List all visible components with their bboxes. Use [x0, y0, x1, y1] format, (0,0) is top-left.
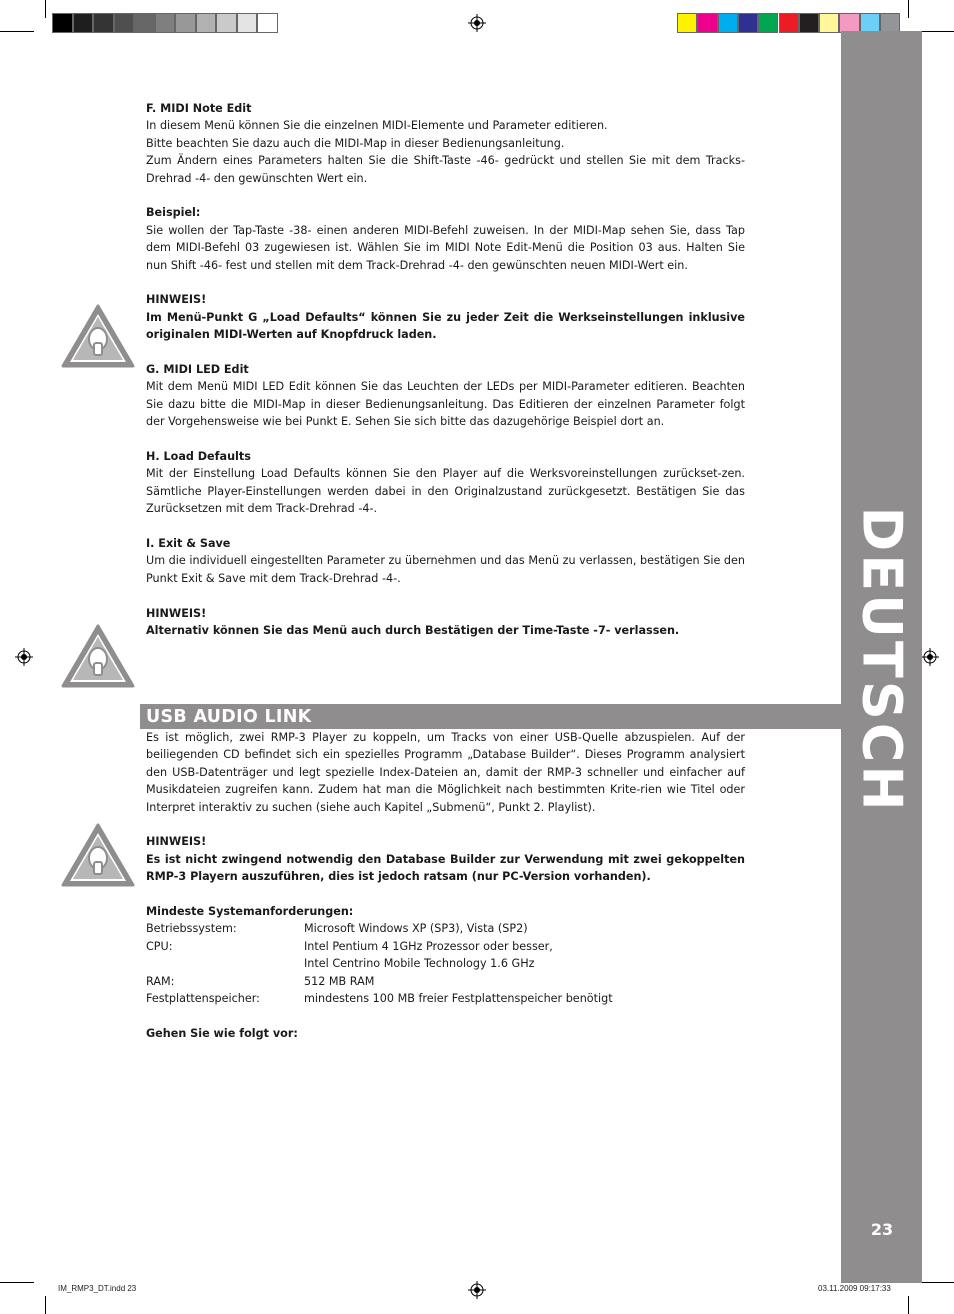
color-swatch	[155, 13, 176, 33]
requirement-row	[146, 990, 745, 1007]
registration-mark-icon	[468, 1281, 486, 1299]
color-swatch	[677, 13, 697, 33]
color-swatch	[73, 13, 94, 33]
color-swatch	[697, 13, 717, 33]
requirement-value: Intel Pentium 4 1GHz Prozessor oder besser,	[304, 939, 553, 953]
side-language-title	[841, 506, 922, 814]
color-swatch	[52, 13, 73, 33]
paragraph: Mit der Einstellung Load Defaults können Sie den Player auf die Werksvoreinstellungen zurückset-zen. Sämtliche Player-Einstellungen werden dabei in den Originalzustand zurückgesetzt. Bestätigen Sie das Zurücksetzen mit dem Track-Drehrad -4-.	[146, 467, 745, 516]
color-swatch	[134, 13, 155, 33]
section-heading-load-defaults: H. Load Defaults	[146, 450, 251, 464]
paragraph: Mit dem Menü MIDI LED Edit können Sie das Leuchten der LEDs per MIDI-Parameter editieren. Beachten Sie dazu bitte die MIDI-Map in dieser Bedienungsanleitung. Das Editieren der einzelnen Parameter folgt der Vorgehensweise wie bei Punkt E. Sehen Sie sich bitte das dazugehörige Beispiel dort an.	[146, 380, 745, 429]
page-number: 23	[870, 1220, 894, 1239]
paragraph: Um die individuell eingestellten Parameter zu übernehmen und das Menü zu verlassen, bestätigen Sie den Punkt Exit & Save mit dem Track-Drehrad -4-.	[146, 554, 745, 585]
registration-mark-icon	[921, 648, 939, 666]
requirement-value: Intel Centrino Mobile Technology 1.6 GHz	[304, 957, 535, 971]
paragraph: Sie wollen der Tap-Taste -38- einen anderen MIDI-Befehl zuweisen. In der MIDI-Map sehen Sie, dass Tap dem MIDI-Befehl 03 zugewiesen ist. Wählen Sie im MIDI Note Edit-Menü die Position 03 aus. Halten Sie nun Shift -46- fest und stellen mit dem Track-Drehrad -4- den gewünschten neuen MIDI-Wert ein.	[146, 223, 745, 272]
requirement-label: Festplattenspeicher:	[146, 992, 260, 1006]
color-swatch	[93, 13, 114, 33]
color-swatch	[257, 13, 278, 33]
requirements-heading: Mindeste Systemanforderungen:	[146, 905, 354, 919]
requirement-row	[146, 973, 745, 990]
paragraph: Bitte beachten Sie dazu auch die MIDI-Map in dieser Bedienungsanleitung.	[146, 136, 565, 150]
requirement-value: 512 MB RAM	[304, 974, 375, 988]
section-title: USB AUDIO LINK	[146, 707, 312, 727]
color-swatch	[718, 13, 738, 33]
section-heading-midi-note-edit: F. MIDI Note Edit	[146, 102, 252, 115]
requirement-row	[146, 938, 745, 955]
paragraph: In diesem Menü können Sie die einzelnen MIDI-Elemente und Parameter editieren.	[146, 119, 608, 133]
content-upper	[146, 100, 745, 640]
warning-triangle-icon	[60, 303, 136, 369]
paragraph: Es ist möglich, zwei RMP-3 Player zu koppeln, um Tracks von einer USB-Quelle abzuspielen. Auf der beiliegenden CD befindet sich ein spezielles Programm „Database Builder“. Dieses Programm analysiert den USB-Datenträger und legt spezielle Index-Dateien an, damit der RMP-3 schneller und einfacher auf Musikdateien zugreifen kann. Zudem hat man die Möglichkeit nach bestimmten Krite-rien wie Titel oder Interpret interaktiv zu suchen (siehe auch Kapitel „Submenü“, Punkt 2. Playlist).	[146, 731, 745, 814]
requirement-label: Betriebssystem:	[146, 922, 237, 936]
side-language-label: DEUTSCH	[850, 506, 913, 814]
color-swatch	[880, 13, 900, 33]
color-swatch	[237, 13, 258, 33]
color-swatch	[799, 13, 819, 33]
warning-triangle-icon	[60, 822, 136, 888]
color-swatch	[175, 13, 196, 33]
requirement-row	[146, 955, 745, 972]
note-text: Im Menü-Punkt G „Load Defaults“ können Sie zu jeder Zeit die Werkseinstellungen inklusive originalen MIDI-Werten auf Knopfdruck laden.	[146, 310, 745, 342]
registration-mark-icon	[468, 14, 486, 32]
color-swatch	[779, 13, 799, 33]
color-swatch	[860, 13, 880, 33]
requirement-label	[146, 955, 304, 972]
registration-mark-icon	[15, 648, 33, 666]
color-swatch	[216, 13, 237, 33]
requirement-label: CPU:	[146, 939, 173, 953]
color-swatch	[839, 13, 859, 33]
color-swatch	[196, 13, 217, 33]
note-text: Alternativ können Sie das Menü auch durch Bestätigen der Time-Taste -7- verlassen.	[146, 624, 680, 638]
warning-triangle-icon	[60, 623, 136, 689]
section-heading-exit-save: I. Exit & Save	[146, 537, 231, 551]
content-lower	[146, 729, 745, 1042]
paragraph: Zum Ändern eines Parameters halten Sie die Shift-Taste -46- gedrückt und stellen Sie mit dem Tracks-Drehrad -4- den gewünschten Wert ein.	[146, 154, 745, 185]
color-swatch	[758, 13, 778, 33]
requirement-value: Microsoft Windows XP (SP3), Vista (SP2)	[304, 922, 528, 936]
requirement-label: RAM:	[146, 974, 175, 988]
section-heading-midi-led-edit: G. MIDI LED Edit	[146, 363, 249, 377]
note-heading: HINWEIS!	[146, 835, 207, 849]
slug-file: IM_RMP3_DT.indd 23	[58, 1284, 137, 1293]
requirement-row	[146, 920, 745, 937]
note-heading: HINWEIS!	[146, 606, 207, 620]
steps-heading: Gehen Sie wie folgt vor:	[146, 1026, 298, 1040]
note-text: Es ist nicht zwingend notwendig den Database Builder zur Verwendung mit zwei gekoppelten RMP-3 Playern auszuführen, dies ist jedoch ratsam (nur PC-Version vorhanden).	[146, 852, 745, 884]
note-heading: HINWEIS!	[146, 293, 207, 307]
requirement-value: mindestens 100 MB freier Festplattenspeicher benötigt	[304, 992, 613, 1006]
section-bar-usb-audio-link	[140, 704, 841, 729]
example-heading: Beispiel:	[146, 206, 201, 220]
color-swatch	[738, 13, 758, 33]
color-swatch	[114, 13, 135, 33]
color-swatch	[819, 13, 839, 33]
slug-date: 03.11.2009 09:17:33	[818, 1284, 891, 1293]
